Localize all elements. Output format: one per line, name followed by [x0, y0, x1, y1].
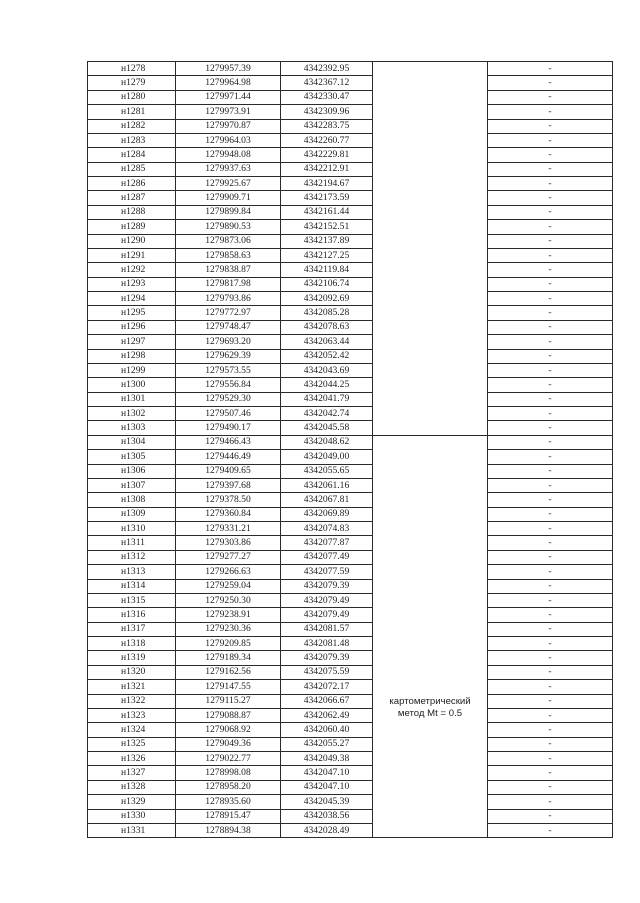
- x-coordinate-cell: 1279629.39: [176, 349, 281, 363]
- y-coordinate-cell: 4342106.74: [281, 277, 373, 291]
- y-coordinate-cell: 4342127.25: [281, 248, 373, 262]
- y-coordinate-cell: 4342229.81: [281, 148, 373, 162]
- table-row: [88, 263, 613, 277]
- table-row: [88, 90, 613, 104]
- y-coordinate-cell: 4342045.39: [281, 795, 373, 809]
- y-coordinate-cell: 4342052.42: [281, 349, 373, 363]
- point-cell: н1314: [88, 579, 176, 593]
- value-cell: -: [488, 809, 613, 823]
- y-coordinate-cell: 4342212.91: [281, 162, 373, 176]
- method-label: [373, 554, 487, 720]
- value-cell: -: [488, 349, 613, 363]
- y-coordinate-cell: 4342038.56: [281, 809, 373, 823]
- value-cell: -: [488, 392, 613, 406]
- table-row: [88, 392, 613, 406]
- point-cell: н1293: [88, 277, 176, 291]
- point-cell: н1283: [88, 133, 176, 147]
- x-coordinate-cell: 1278958.20: [176, 780, 281, 794]
- point-cell: н1319: [88, 651, 176, 665]
- value-cell: -: [488, 292, 613, 306]
- point-cell: н1299: [88, 363, 176, 377]
- y-coordinate-cell: 4342067.81: [281, 493, 373, 507]
- y-coordinate-cell: 4342045.58: [281, 421, 373, 435]
- value-cell: -: [488, 277, 613, 291]
- point-cell: н1287: [88, 191, 176, 205]
- table-row: [88, 450, 613, 464]
- table-row: [88, 205, 613, 219]
- x-coordinate-cell: 1279899.84: [176, 205, 281, 219]
- value-cell: -: [488, 263, 613, 277]
- table-row: [88, 565, 613, 579]
- value-cell: -: [488, 637, 613, 651]
- x-coordinate-cell: 1279277.27: [176, 550, 281, 564]
- point-cell: н1307: [88, 478, 176, 492]
- x-coordinate-cell: 1279466.43: [176, 435, 281, 449]
- value-cell: -: [488, 478, 613, 492]
- x-coordinate-cell: 1279529.30: [176, 392, 281, 406]
- table-row: [88, 320, 613, 334]
- value-cell: -: [488, 464, 613, 478]
- x-coordinate-cell: 1279147.55: [176, 680, 281, 694]
- y-coordinate-cell: 4342309.96: [281, 105, 373, 119]
- x-coordinate-cell: 1279873.06: [176, 234, 281, 248]
- x-coordinate-cell: 1279970.87: [176, 119, 281, 133]
- table-row: [88, 823, 613, 837]
- point-cell: н1291: [88, 248, 176, 262]
- point-cell: н1310: [88, 522, 176, 536]
- x-coordinate-cell: 1279259.04: [176, 579, 281, 593]
- y-coordinate-cell: 4342043.69: [281, 363, 373, 377]
- table-row: [88, 766, 613, 780]
- table-row: [88, 522, 613, 536]
- point-cell: н1321: [88, 680, 176, 694]
- y-coordinate-cell: 4342194.67: [281, 177, 373, 191]
- value-cell: -: [488, 493, 613, 507]
- value-cell: -: [488, 191, 613, 205]
- point-cell: н1301: [88, 392, 176, 406]
- y-coordinate-cell: 4342069.89: [281, 507, 373, 521]
- y-coordinate-cell: 4342367.12: [281, 76, 373, 90]
- x-coordinate-cell: 1279360.84: [176, 507, 281, 521]
- table-row: [88, 306, 613, 320]
- value-cell: -: [488, 608, 613, 622]
- y-coordinate-cell: 4342077.49: [281, 550, 373, 564]
- point-cell: н1294: [88, 292, 176, 306]
- table-row: [88, 105, 613, 119]
- table-row: [88, 780, 613, 794]
- point-cell: н1303: [88, 421, 176, 435]
- coordinates-table-body: [88, 62, 613, 838]
- point-cell: н1326: [88, 752, 176, 766]
- y-coordinate-cell: 4342075.59: [281, 665, 373, 679]
- x-coordinate-cell: 1279748.47: [176, 320, 281, 334]
- value-cell: -: [488, 522, 613, 536]
- point-cell: н1296: [88, 320, 176, 334]
- value-cell: -: [488, 306, 613, 320]
- point-cell: н1286: [88, 177, 176, 191]
- value-cell: -: [488, 795, 613, 809]
- point-cell: н1284: [88, 148, 176, 162]
- point-cell: н1279: [88, 76, 176, 90]
- table-row: [88, 809, 613, 823]
- point-cell: н1305: [88, 450, 176, 464]
- x-coordinate-cell: 1279507.46: [176, 407, 281, 421]
- table-row: [88, 608, 613, 622]
- value-cell: -: [488, 234, 613, 248]
- table-row: [88, 435, 613, 449]
- point-cell: н1282: [88, 119, 176, 133]
- point-cell: н1312: [88, 550, 176, 564]
- x-coordinate-cell: 1279250.30: [176, 593, 281, 607]
- value-cell: -: [488, 205, 613, 219]
- x-coordinate-cell: 1278998.08: [176, 766, 281, 780]
- table-row: [88, 622, 613, 636]
- y-coordinate-cell: 4342137.89: [281, 234, 373, 248]
- table-row: [88, 248, 613, 262]
- y-coordinate-cell: 4342048.62: [281, 435, 373, 449]
- point-cell: н1331: [88, 823, 176, 837]
- value-cell: -: [488, 680, 613, 694]
- table-row: [88, 407, 613, 421]
- x-coordinate-cell: 1279793.86: [176, 292, 281, 306]
- table-row: [88, 292, 613, 306]
- x-coordinate-cell: 1278915.47: [176, 809, 281, 823]
- value-cell: -: [488, 435, 613, 449]
- table-row: [88, 177, 613, 191]
- value-cell: -: [488, 421, 613, 435]
- y-coordinate-cell: 4342092.69: [281, 292, 373, 306]
- method-cell-group-1: [373, 62, 488, 436]
- point-cell: н1304: [88, 435, 176, 449]
- value-cell: -: [488, 780, 613, 794]
- y-coordinate-cell: 4342173.59: [281, 191, 373, 205]
- y-coordinate-cell: 4342061.16: [281, 478, 373, 492]
- point-cell: н1289: [88, 220, 176, 234]
- point-cell: н1308: [88, 493, 176, 507]
- table-row: [88, 119, 613, 133]
- point-cell: н1329: [88, 795, 176, 809]
- point-cell: н1292: [88, 263, 176, 277]
- table-row: [88, 162, 613, 176]
- value-cell: -: [488, 148, 613, 162]
- x-coordinate-cell: 1279964.98: [176, 76, 281, 90]
- x-coordinate-cell: 1279957.39: [176, 62, 281, 76]
- table-row: [88, 421, 613, 435]
- table-row: [88, 191, 613, 205]
- value-cell: -: [488, 407, 613, 421]
- x-coordinate-cell: 1279022.77: [176, 752, 281, 766]
- coordinates-table: [87, 61, 613, 838]
- table-row: [88, 234, 613, 248]
- point-cell: н1330: [88, 809, 176, 823]
- y-coordinate-cell: 4342028.49: [281, 823, 373, 837]
- x-coordinate-cell: 1279937.63: [176, 162, 281, 176]
- x-coordinate-cell: 1279573.55: [176, 363, 281, 377]
- point-cell: н1320: [88, 665, 176, 679]
- value-cell: -: [488, 766, 613, 780]
- table-row: [88, 550, 613, 564]
- value-cell: -: [488, 579, 613, 593]
- table-row: [88, 593, 613, 607]
- point-cell: н1323: [88, 708, 176, 722]
- point-cell: н1325: [88, 737, 176, 751]
- method-label-line-1: картометрический: [389, 695, 471, 707]
- y-coordinate-cell: 4342049.00: [281, 450, 373, 464]
- point-cell: н1302: [88, 407, 176, 421]
- table-row: [88, 493, 613, 507]
- y-coordinate-cell: 4342074.83: [281, 522, 373, 536]
- x-coordinate-cell: 1279971.44: [176, 90, 281, 104]
- y-coordinate-cell: 4342119.84: [281, 263, 373, 277]
- table-row: [88, 62, 613, 76]
- point-cell: н1288: [88, 205, 176, 219]
- value-cell: -: [488, 162, 613, 176]
- table-row: [88, 637, 613, 651]
- value-cell: -: [488, 550, 613, 564]
- table-row: [88, 378, 613, 392]
- point-cell: н1298: [88, 349, 176, 363]
- y-coordinate-cell: 4342044.25: [281, 378, 373, 392]
- point-cell: н1327: [88, 766, 176, 780]
- y-coordinate-cell: 4342041.79: [281, 392, 373, 406]
- point-cell: н1295: [88, 306, 176, 320]
- value-cell: -: [488, 622, 613, 636]
- table-row: [88, 737, 613, 751]
- table-row: [88, 536, 613, 550]
- x-coordinate-cell: 1279068.92: [176, 723, 281, 737]
- y-coordinate-cell: 4342077.87: [281, 536, 373, 550]
- value-cell: -: [488, 823, 613, 837]
- y-coordinate-cell: 4342078.63: [281, 320, 373, 334]
- point-cell: н1306: [88, 464, 176, 478]
- table-row: [88, 579, 613, 593]
- point-cell: н1278: [88, 62, 176, 76]
- table-row: [88, 464, 613, 478]
- value-cell: -: [488, 90, 613, 104]
- value-cell: -: [488, 507, 613, 521]
- y-coordinate-cell: 4342047.10: [281, 766, 373, 780]
- value-cell: -: [488, 248, 613, 262]
- y-coordinate-cell: 4342079.49: [281, 593, 373, 607]
- y-coordinate-cell: 4342392.95: [281, 62, 373, 76]
- x-coordinate-cell: 1279858.63: [176, 248, 281, 262]
- y-coordinate-cell: 4342072.17: [281, 680, 373, 694]
- value-cell: -: [488, 694, 613, 708]
- x-coordinate-cell: 1279890.53: [176, 220, 281, 234]
- y-coordinate-cell: 4342062.49: [281, 708, 373, 722]
- x-coordinate-cell: 1279189.34: [176, 651, 281, 665]
- point-cell: н1328: [88, 780, 176, 794]
- table-row: [88, 133, 613, 147]
- point-cell: н1322: [88, 694, 176, 708]
- y-coordinate-cell: 4342063.44: [281, 335, 373, 349]
- x-coordinate-cell: 1279238.91: [176, 608, 281, 622]
- table-row: [88, 220, 613, 234]
- x-coordinate-cell: 1279693.20: [176, 335, 281, 349]
- value-cell: -: [488, 723, 613, 737]
- x-coordinate-cell: 1278935.60: [176, 795, 281, 809]
- method-label-line-2: метод Mt = 0.5: [397, 707, 463, 719]
- point-cell: н1290: [88, 234, 176, 248]
- value-cell: -: [488, 220, 613, 234]
- y-coordinate-cell: 4342066.67: [281, 694, 373, 708]
- value-cell: -: [488, 378, 613, 392]
- value-cell: -: [488, 708, 613, 722]
- table-row: [88, 148, 613, 162]
- y-coordinate-cell: 4342330.47: [281, 90, 373, 104]
- point-cell: н1281: [88, 105, 176, 119]
- x-coordinate-cell: 1279049.36: [176, 737, 281, 751]
- table-row: [88, 665, 613, 679]
- table-row: [88, 694, 613, 708]
- x-coordinate-cell: 1279266.63: [176, 565, 281, 579]
- table-row: [88, 277, 613, 291]
- x-coordinate-cell: 1279162.56: [176, 665, 281, 679]
- method-cell-group-2: [373, 435, 488, 838]
- x-coordinate-cell: 1279088.87: [176, 708, 281, 722]
- point-cell: н1311: [88, 536, 176, 550]
- value-cell: -: [488, 450, 613, 464]
- y-coordinate-cell: 4342055.65: [281, 464, 373, 478]
- x-coordinate-cell: 1279331.21: [176, 522, 281, 536]
- table-row: [88, 752, 613, 766]
- value-cell: -: [488, 320, 613, 334]
- y-coordinate-cell: 4342055.27: [281, 737, 373, 751]
- point-cell: н1285: [88, 162, 176, 176]
- y-coordinate-cell: 4342079.49: [281, 608, 373, 622]
- point-cell: н1315: [88, 593, 176, 607]
- value-cell: -: [488, 651, 613, 665]
- point-cell: н1317: [88, 622, 176, 636]
- value-cell: -: [488, 119, 613, 133]
- value-cell: -: [488, 105, 613, 119]
- y-coordinate-cell: 4342042.74: [281, 407, 373, 421]
- value-cell: -: [488, 177, 613, 191]
- y-coordinate-cell: 4342161.44: [281, 205, 373, 219]
- x-coordinate-cell: 1279397.68: [176, 478, 281, 492]
- x-coordinate-cell: 1279556.84: [176, 378, 281, 392]
- x-coordinate-cell: 1279772.97: [176, 306, 281, 320]
- y-coordinate-cell: 4342079.39: [281, 651, 373, 665]
- value-cell: -: [488, 76, 613, 90]
- y-coordinate-cell: 4342077.59: [281, 565, 373, 579]
- table-row: [88, 507, 613, 521]
- x-coordinate-cell: 1279209.85: [176, 637, 281, 651]
- table-row: [88, 478, 613, 492]
- value-cell: -: [488, 593, 613, 607]
- y-coordinate-cell: 4342081.57: [281, 622, 373, 636]
- value-cell: -: [488, 737, 613, 751]
- point-cell: н1318: [88, 637, 176, 651]
- x-coordinate-cell: 1279115.27: [176, 694, 281, 708]
- table-row: [88, 363, 613, 377]
- point-cell: н1313: [88, 565, 176, 579]
- y-coordinate-cell: 4342060.40: [281, 723, 373, 737]
- value-cell: -: [488, 335, 613, 349]
- x-coordinate-cell: 1279948.08: [176, 148, 281, 162]
- point-cell: н1280: [88, 90, 176, 104]
- y-coordinate-cell: 4342085.28: [281, 306, 373, 320]
- value-cell: -: [488, 565, 613, 579]
- value-cell: -: [488, 363, 613, 377]
- table-row: [88, 795, 613, 809]
- point-cell: н1324: [88, 723, 176, 737]
- table-row: [88, 723, 613, 737]
- point-cell: н1297: [88, 335, 176, 349]
- point-cell: н1316: [88, 608, 176, 622]
- x-coordinate-cell: 1279817.98: [176, 277, 281, 291]
- point-cell: н1309: [88, 507, 176, 521]
- table-row: [88, 335, 613, 349]
- y-coordinate-cell: 4342283.75: [281, 119, 373, 133]
- x-coordinate-cell: 1278894.38: [176, 823, 281, 837]
- y-coordinate-cell: 4342152.51: [281, 220, 373, 234]
- x-coordinate-cell: 1279973.91: [176, 105, 281, 119]
- y-coordinate-cell: 4342047.10: [281, 780, 373, 794]
- point-cell: н1300: [88, 378, 176, 392]
- x-coordinate-cell: 1279925.67: [176, 177, 281, 191]
- table-row: [88, 76, 613, 90]
- value-cell: -: [488, 62, 613, 76]
- x-coordinate-cell: 1279838.87: [176, 263, 281, 277]
- x-coordinate-cell: 1279964.03: [176, 133, 281, 147]
- x-coordinate-cell: 1279378.50: [176, 493, 281, 507]
- y-coordinate-cell: 4342081.48: [281, 637, 373, 651]
- x-coordinate-cell: 1279230.36: [176, 622, 281, 636]
- value-cell: -: [488, 752, 613, 766]
- x-coordinate-cell: 1279446.49: [176, 450, 281, 464]
- y-coordinate-cell: 4342049.38: [281, 752, 373, 766]
- table-row: [88, 680, 613, 694]
- x-coordinate-cell: 1279909.71: [176, 191, 281, 205]
- y-coordinate-cell: 4342079.39: [281, 579, 373, 593]
- table-row: [88, 651, 613, 665]
- x-coordinate-cell: 1279490.17: [176, 421, 281, 435]
- y-coordinate-cell: 4342260.77: [281, 133, 373, 147]
- value-cell: -: [488, 536, 613, 550]
- x-coordinate-cell: 1279409.65: [176, 464, 281, 478]
- value-cell: -: [488, 665, 613, 679]
- table-row: [88, 708, 613, 722]
- table-row: [88, 349, 613, 363]
- x-coordinate-cell: 1279303.86: [176, 536, 281, 550]
- value-cell: -: [488, 133, 613, 147]
